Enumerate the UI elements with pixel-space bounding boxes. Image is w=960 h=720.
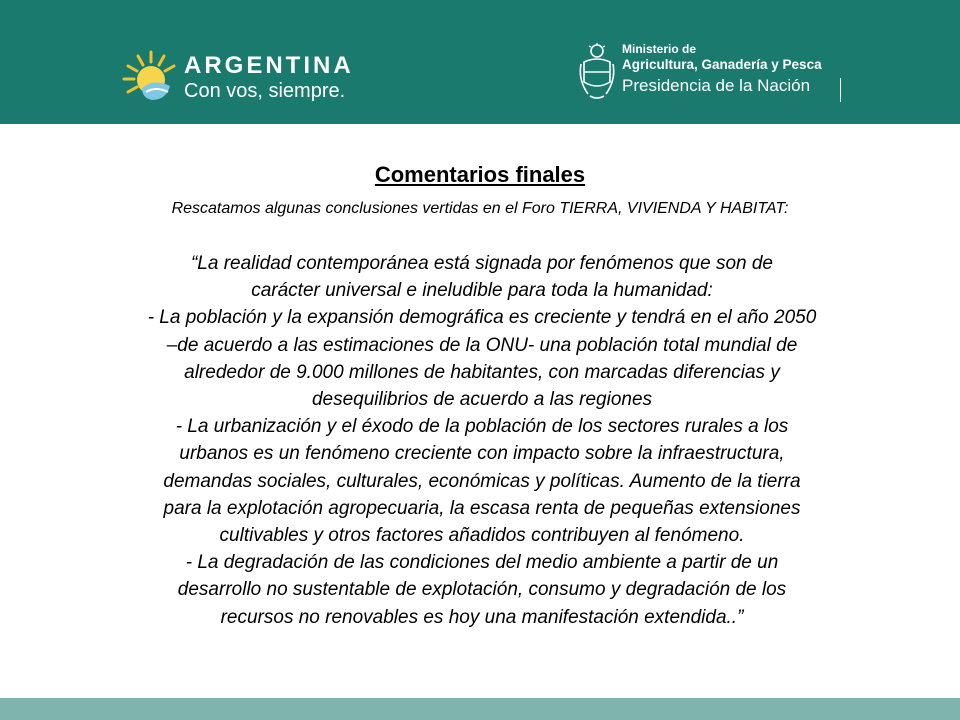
quote-line: urbanos es un fenómeno creciente con impacto sobre la infraestructura, bbox=[179, 443, 785, 465]
quote-line: carácter universal e ineludible para toda la humanidad: bbox=[251, 280, 713, 302]
quote-block bbox=[52, 250, 912, 631]
quote-line: “La realidad contemporánea está signada por fenómenos que son de bbox=[190, 253, 773, 274]
ministry-label: Ministerio de bbox=[622, 42, 697, 56]
page-subtitle: Rescatamos algunas conclusiones vertidas en el Foro TIERRA, VIVIENDA Y HABITAT: bbox=[171, 200, 789, 217]
quote-line: alrededor de 9.000 millones de habitantes, con marcadas diferencias y bbox=[184, 361, 780, 383]
brand-slogan: Con vos, siempre. bbox=[184, 80, 346, 102]
argentina-brand bbox=[120, 48, 354, 108]
ministry-brand bbox=[578, 42, 848, 106]
quote-line: desequilibrios de acuerdo a las regiones bbox=[311, 389, 653, 411]
divider bbox=[840, 78, 841, 102]
argentina-sun-logo-icon bbox=[120, 48, 182, 110]
footer-bar bbox=[0, 698, 960, 720]
quote-line: - La degradación de las condiciones del medio ambiente a partir de un bbox=[185, 552, 779, 574]
quote-line: - La urbanización y el éxodo de la población de los sectores rurales a los bbox=[175, 416, 789, 438]
quote-line: desarrollo no sustentable de explotación, consumo y degradación de los bbox=[177, 579, 787, 601]
header-banner bbox=[0, 0, 960, 124]
quote-line: - La población y la expansión demográfica es creciente y tendrá en el año 2050 bbox=[147, 307, 817, 329]
quote-line: cultivables y otros factores añadidos contribuyen al fenómeno. bbox=[219, 525, 745, 547]
quote-line: demandas sociales, culturales, económicas y políticas. Aumento de la tierra bbox=[163, 470, 801, 492]
quote-line: –de acuerdo a las estimaciones de la ONU- una población total mundial de bbox=[166, 334, 798, 356]
quote-line: para la explotación agropecuaria, la escasa renta de pequeñas extensiones bbox=[163, 497, 801, 519]
page-title: Comentarios finales bbox=[374, 162, 586, 187]
ministry-name: Agricultura, Ganadería y Pesca bbox=[622, 57, 822, 72]
brand-name: ARGENTINA bbox=[184, 52, 354, 79]
quote-line: recursos no renovables es hoy una manifestación extendida..” bbox=[220, 606, 744, 628]
national-seal-icon bbox=[578, 42, 616, 104]
presidency-label: Presidencia de la Nación bbox=[622, 76, 811, 95]
